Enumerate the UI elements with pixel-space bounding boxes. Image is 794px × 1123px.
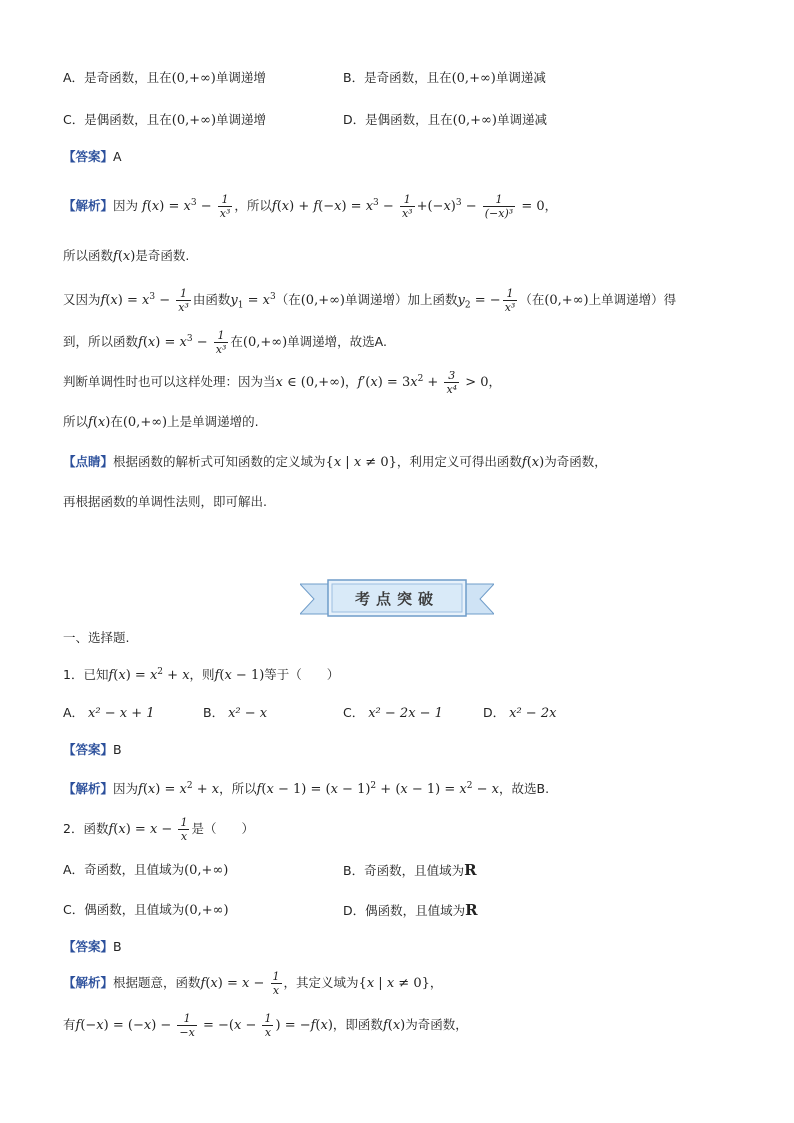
formula: ( <box>219 668 225 684</box>
analysis-text: 根据题意，函数 <box>113 975 201 990</box>
q2-option-a <box>63 860 228 881</box>
formula: ≠ 0} <box>361 455 397 470</box>
answer-prev <box>63 147 122 167</box>
formula: f <box>313 199 319 215</box>
formula: f <box>256 782 262 798</box>
formula: x <box>183 199 191 215</box>
option-label: D． <box>343 903 366 918</box>
formula: − <box>155 293 175 309</box>
fraction: $\frac{1}{\text{x³}}$ <box>401 193 413 221</box>
analysis-line-2 <box>63 246 189 267</box>
formula: + ( <box>376 782 401 798</box>
formula: x <box>149 822 158 837</box>
formula: ) = 3 <box>377 375 411 391</box>
formula: f <box>113 249 118 264</box>
question-number: 1． <box>63 667 84 683</box>
formula: ) <box>327 1018 333 1033</box>
formula: f <box>108 668 114 684</box>
question-2-stem <box>63 814 254 845</box>
formula: ( <box>315 1018 321 1033</box>
q2-analysis-2 <box>63 1010 468 1041</box>
option-label: D． <box>343 112 366 127</box>
formula: y <box>230 293 238 309</box>
option-label: A． <box>63 862 85 877</box>
option-math: x² − x + 1 <box>88 706 155 721</box>
q1-answer <box>63 740 122 760</box>
formula: 2 <box>186 781 193 791</box>
formula: + <box>192 782 212 798</box>
formula: = − <box>470 293 501 309</box>
formula: ( <box>113 668 119 684</box>
analysis-text: 因为 <box>113 198 139 214</box>
option-value: R <box>464 861 477 879</box>
formula: (0,+∞) <box>300 293 346 309</box>
formula: 3 <box>186 334 193 344</box>
tip-tag: 【点睛】 <box>63 454 114 469</box>
analysis-line-5 <box>63 365 501 397</box>
analysis-text: 又因为 <box>63 292 101 308</box>
fraction: $\frac{1}{\text{x³}}$ <box>215 329 227 357</box>
formula: x <box>151 199 160 215</box>
formula: f <box>271 199 277 215</box>
formula: ( <box>387 1018 393 1033</box>
analysis-text: ， <box>429 975 443 990</box>
formula: + <box>423 375 443 391</box>
fraction: $\frac{1}{x}$ <box>272 970 280 997</box>
option-value: R <box>465 901 478 919</box>
formula: x <box>118 668 126 684</box>
option-text: 奇函数，且值域为 <box>364 863 465 878</box>
formula: ) + <box>289 199 314 215</box>
option-interval: (0,+∞) <box>452 113 497 128</box>
option-text: 单调递增 <box>215 70 266 85</box>
analysis-text: ， <box>488 374 502 390</box>
formula: f <box>214 668 220 684</box>
option-text: 单调递增 <box>216 112 267 127</box>
q1-analysis <box>63 776 549 800</box>
tip-line-1 <box>63 452 607 473</box>
analysis-tag: 【解析】 <box>63 975 114 990</box>
analysis-text: 所以函数 <box>63 248 114 263</box>
formula: ( <box>146 199 152 215</box>
formula: x <box>392 1018 401 1033</box>
formula: f <box>138 335 143 351</box>
formula: ) <box>539 455 545 470</box>
formula: x <box>275 375 283 391</box>
formula: x <box>281 199 290 215</box>
formula: x <box>179 782 187 798</box>
formula: x <box>210 976 218 991</box>
formula: − <box>461 199 481 215</box>
analysis-text: 在 <box>230 334 243 350</box>
analysis-text: 在 <box>110 414 123 429</box>
fraction: $\frac{1}{\text{(−x)³}}$ <box>484 193 514 221</box>
option-interval: (0,+∞) <box>171 113 217 128</box>
option-text: 偶函数，且值域为 <box>84 902 185 917</box>
formula: ≠ 0} <box>394 976 430 991</box>
option-value: (0,+∞) <box>184 903 229 918</box>
formula: x <box>224 668 232 684</box>
formula: 1 <box>237 300 244 311</box>
formula: + <box>163 668 183 684</box>
fraction: $\frac{1}{\text{x³}}$ <box>178 287 189 315</box>
formula: ( <box>142 335 148 351</box>
analysis-text: ，故选B. <box>499 781 550 797</box>
formula: (0,+∞) <box>242 335 288 351</box>
formula: x <box>365 199 374 215</box>
formula: x <box>353 455 362 470</box>
analysis-text: 是奇函数. <box>135 248 190 263</box>
formula: | <box>374 976 387 991</box>
formula: | <box>341 455 354 470</box>
analysis-text: 为奇函数， <box>405 1017 468 1032</box>
formula: 2 <box>466 781 473 791</box>
formula: ) = <box>341 199 366 215</box>
answer-tag: 【答案】 <box>63 939 114 954</box>
formula: ) <box>450 199 456 215</box>
formula: ∈ (0,+∞) <box>282 375 346 391</box>
formula: ( <box>117 249 123 264</box>
banner-title: 考点突破 <box>354 590 439 608</box>
formula: x <box>143 1018 152 1033</box>
formula: f <box>100 293 106 309</box>
formula: x <box>262 293 270 309</box>
fraction: $\frac{1}{\text{x³}}$ <box>219 193 231 221</box>
fraction: $\frac{1}{\text{x³}}$ <box>504 287 516 315</box>
formula: (0,+∞) <box>122 415 168 430</box>
question-text: 函数 <box>83 821 109 836</box>
formula: ) − <box>151 1018 176 1033</box>
formula: x <box>266 782 274 798</box>
option-interval: (0,+∞) <box>451 71 496 86</box>
formula: x <box>97 415 106 430</box>
option-b-prev <box>343 68 546 89</box>
formula: x <box>118 822 126 837</box>
option-label: D． <box>483 705 506 720</box>
option-a-prev <box>63 68 266 89</box>
formula: x <box>491 782 499 798</box>
analysis-text: （在 <box>275 292 301 308</box>
formula: f <box>200 976 206 991</box>
formula: x <box>443 199 451 215</box>
analysis-text: 判断单调性时也可以这样处理：因为当 <box>63 374 276 390</box>
formula: x <box>149 668 158 684</box>
formula: x <box>410 375 418 391</box>
formula: 3 <box>373 198 379 208</box>
analysis-tag: 【解析】 <box>63 781 114 797</box>
section-title: 一、选择题. <box>63 630 130 645</box>
question-text: ，则 <box>189 667 215 683</box>
formula: 3 <box>269 292 276 302</box>
option-c-prev <box>63 110 266 131</box>
answer-tag: 【答案】 <box>63 149 114 164</box>
analysis-text: ，所以 <box>219 781 257 797</box>
formula: 2 <box>157 667 164 677</box>
formula: − <box>249 976 269 991</box>
formula: − <box>241 1018 261 1033</box>
fraction: $\frac{1}{x}$ <box>264 1012 272 1039</box>
formula: ) = <box>159 199 184 215</box>
formula: x <box>386 976 395 991</box>
answer-tag: 【答案】 <box>63 742 114 757</box>
q1-option-d <box>483 703 556 724</box>
formula: − <box>472 782 492 798</box>
option-label: C． <box>343 705 365 720</box>
formula: 2 <box>370 781 377 791</box>
formula: ) = (− <box>103 1018 144 1033</box>
formula: f <box>108 822 114 837</box>
question-text: 是（ ） <box>191 821 254 836</box>
formula: ) = <box>125 668 150 684</box>
formula: − 1) <box>337 782 371 798</box>
fraction: $\frac{1}{-x}$ <box>179 1012 195 1039</box>
fraction: $\frac{3}{\text{x⁴}}$ <box>446 369 458 397</box>
option-value: (0,+∞) <box>184 863 229 878</box>
formula: ) = <box>155 782 180 798</box>
formula: − 1) <box>231 668 265 684</box>
answer-value: B <box>113 742 122 757</box>
formula: { <box>325 455 334 470</box>
formula: > 0 <box>461 375 489 391</box>
formula: 2 <box>464 300 471 311</box>
punct: ， <box>544 198 558 214</box>
formula: ) = <box>217 976 242 991</box>
formula: y <box>457 293 465 309</box>
formula: ( <box>205 976 211 991</box>
formula: (0,+∞) <box>544 293 589 309</box>
formula: f <box>75 1018 81 1033</box>
fraction: $\frac{1}{x}$ <box>180 816 188 843</box>
answer-value: B <box>113 939 122 954</box>
option-text: 是奇函数，且在 <box>84 70 172 85</box>
tip-text: ，利用定义可得出函数 <box>396 454 522 469</box>
option-text: 奇函数，且值域为 <box>84 862 185 877</box>
analysis-text: 由函数 <box>192 292 231 308</box>
formula: f <box>88 415 93 430</box>
formula: x <box>330 782 338 798</box>
formula: ) = − <box>275 1018 311 1033</box>
option-label: B． <box>343 70 365 85</box>
formula: x <box>233 1018 242 1033</box>
q2-option-d <box>343 900 478 921</box>
section-banner <box>300 578 494 620</box>
formula: − <box>196 199 216 215</box>
formula: x <box>211 782 220 798</box>
formula: x <box>459 782 467 798</box>
formula: x <box>147 335 156 351</box>
formula: − <box>378 199 398 215</box>
formula: ) = <box>155 335 180 351</box>
formula: ( <box>142 782 148 798</box>
analysis-text: 因为 <box>113 781 139 797</box>
option-text: 是偶函数，且在 <box>365 112 453 127</box>
analysis-text: 单调递增，故选A. <box>287 334 387 350</box>
question-text: 已知 <box>83 667 109 683</box>
q2-option-c <box>63 900 229 921</box>
option-text: 单调递减 <box>496 112 547 127</box>
analysis-text: 有 <box>63 1017 76 1032</box>
formula: x <box>147 782 156 798</box>
formula: ) <box>400 1018 406 1033</box>
q1-option-a <box>63 703 155 724</box>
analysis-tag: 【解析】 <box>63 198 114 214</box>
formula: { <box>358 976 367 991</box>
analysis-text: ， <box>345 374 358 390</box>
analysis-text: （在 <box>519 292 545 308</box>
formula: 3 <box>149 292 156 302</box>
formula: 3 <box>190 198 197 208</box>
formula: x <box>366 976 375 991</box>
analysis-text: 上是单调递增的. <box>167 414 259 429</box>
formula: x <box>370 375 378 391</box>
analysis-text: 到，所以函数 <box>63 334 139 350</box>
option-label: C． <box>63 112 85 127</box>
option-math: x² − 2x <box>509 706 557 721</box>
formula: − <box>192 335 212 351</box>
q1-option-b <box>203 703 267 724</box>
option-interval: (0,+∞) <box>171 71 216 86</box>
formula: f <box>382 1018 388 1033</box>
formula: − 1) = ( <box>273 782 331 798</box>
formula: ( <box>105 293 111 309</box>
question-1-stem <box>63 662 339 686</box>
option-label: C． <box>63 902 85 917</box>
q2-option-b <box>343 860 477 881</box>
formula: x <box>333 455 342 470</box>
formula: x <box>400 782 408 798</box>
formula: ( <box>276 199 282 215</box>
q2-analysis-1 <box>63 968 442 999</box>
analysis-text: ，其定义域为 <box>283 975 359 990</box>
analysis-line-6 <box>63 412 259 433</box>
option-text: 偶函数，且值域为 <box>365 903 466 918</box>
formula: = <box>243 293 263 309</box>
formula: = 0 <box>517 199 545 215</box>
formula: f <box>357 375 363 391</box>
analysis-line-4 <box>63 324 387 358</box>
formula: x <box>96 1018 104 1033</box>
formula: ) = <box>125 822 150 837</box>
option-d-prev <box>343 110 547 131</box>
analysis-line-3 <box>63 282 676 321</box>
analysis-text: ，即函数 <box>332 1017 383 1032</box>
formula-f: f <box>142 199 147 215</box>
formula: ( <box>92 415 98 430</box>
formula: x <box>320 1018 328 1033</box>
option-label: A． <box>63 70 85 85</box>
option-math: x² − 2x − 1 <box>368 706 443 721</box>
formula: x <box>110 293 118 309</box>
formula: x <box>182 668 190 684</box>
formula: − <box>157 822 177 837</box>
formula: ) <box>130 249 136 264</box>
tip-line-2 <box>63 492 267 512</box>
formula: (− <box>318 199 335 215</box>
formula: ( <box>261 782 267 798</box>
formula: ( <box>113 822 119 837</box>
q1-option-c <box>343 703 443 724</box>
option-math: x² − x <box>228 706 268 721</box>
analysis-text: 所以 <box>63 414 89 429</box>
formula: − 1) = <box>407 782 460 798</box>
formula: +(− <box>416 199 444 215</box>
question-text: 等于（ ） <box>264 667 340 683</box>
formula: = −( <box>198 1018 234 1033</box>
formula: x <box>531 455 540 470</box>
formula: ) <box>105 415 111 430</box>
tip-text: 再根据函数的单调性法则，即可解出. <box>63 494 267 509</box>
q2-answer <box>63 937 122 957</box>
answer-value: A <box>113 149 122 164</box>
analysis-text: 单调递增）加上函数 <box>345 292 458 308</box>
formula: 2 <box>417 374 424 384</box>
analysis-text: ，所以 <box>234 198 272 214</box>
option-text: 是偶函数，且在 <box>84 112 172 127</box>
analysis-line-1 <box>63 188 557 222</box>
formula: x <box>122 249 131 264</box>
formula: (− <box>80 1018 97 1033</box>
formula: x <box>179 335 187 351</box>
option-label: B． <box>203 705 225 720</box>
formula: x <box>242 976 250 991</box>
formula: x <box>141 293 150 309</box>
formula: x <box>334 199 342 215</box>
question-number: 2． <box>63 821 84 836</box>
option-text: 是奇函数，且在 <box>364 70 452 85</box>
tip-text: 为奇函数， <box>544 454 607 469</box>
formula: 3 <box>455 198 462 208</box>
formula: f <box>310 1018 316 1033</box>
formula: ) = <box>117 293 142 309</box>
option-text: 单调递减 <box>495 70 546 85</box>
analysis-text: 上单调递增）得 <box>588 292 677 308</box>
formula: ( <box>526 455 532 470</box>
formula: f <box>138 782 143 798</box>
tip-text: 根据函数的解析式可知函数的定义域为 <box>113 454 326 469</box>
option-label: A． <box>63 705 85 720</box>
formula: ′( <box>362 375 371 391</box>
formula: f <box>521 455 527 470</box>
option-label: B． <box>343 863 365 878</box>
